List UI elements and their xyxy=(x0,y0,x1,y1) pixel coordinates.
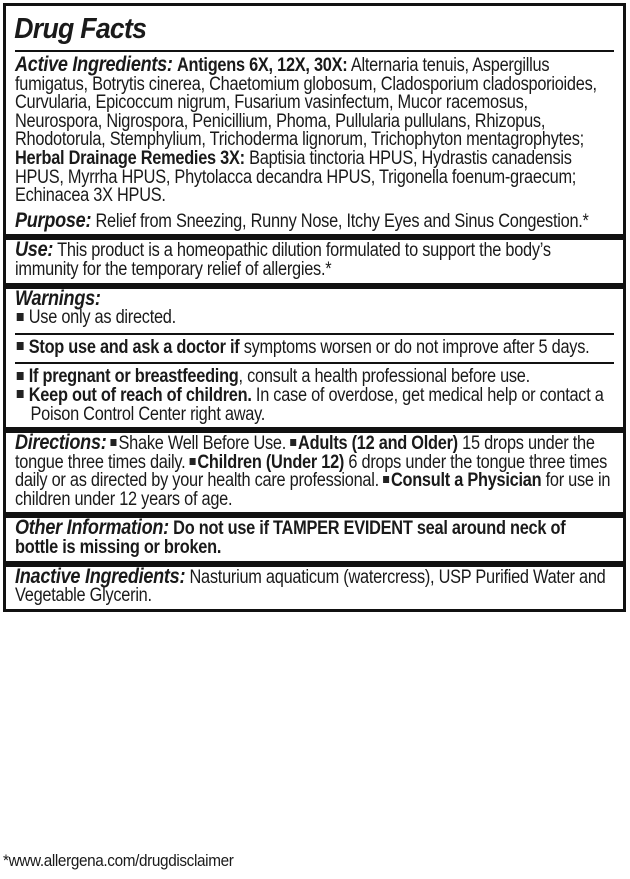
warning-item: Use only as directed. xyxy=(15,309,613,328)
warning-item: Keep out of reach of children. In case of overdose, get medical help or contact a Poison Control Center right away. xyxy=(15,387,613,424)
purpose-heading: Purpose: xyxy=(15,208,92,232)
warnings-heading: Warnings: xyxy=(15,286,101,310)
disclaimer-footnote: *www.allergena.com/drugdisclaimer xyxy=(3,851,234,870)
drug-facts-panel xyxy=(3,3,626,612)
divider xyxy=(15,333,614,335)
use-section xyxy=(6,240,623,282)
square-bullet-icon xyxy=(17,313,24,321)
other-information-text: Do not use if TAMPER EVIDENT seal around neck of bottle is missing or broken. xyxy=(15,518,566,559)
other-information-section xyxy=(6,518,623,560)
use-heading: Use: xyxy=(15,238,54,262)
divider xyxy=(15,362,614,364)
panel-title: Drug Facts xyxy=(14,13,147,45)
antigens-list: Alternaria tenuis, Aspergillus fumigatus, Botrytis cinerea, Chaetomium globosum, Cladosporium cladosporioides, Curvularia, Epicoccum nigrum, Fusarium vasinfectum, Mucor racemosus, Neurospora, Nigrospora, Penicillium, Phoma, Pullularia pullulans, Rhizopus, Rhodotorula, Stemphylium, Trichoderma lignorum, Trichophyton mentagrophytes; xyxy=(15,55,597,151)
square-bullet-icon xyxy=(190,458,196,465)
active-ingredients-heading: Active Ingredients: xyxy=(15,53,173,76)
inactive-ingredients-section xyxy=(6,564,623,609)
square-bullet-icon xyxy=(17,372,24,380)
directions-section: Directions: Shake Well Before Use. Adults (12 and Older) 15 drops under the tongue three times daily. Children (Under 12) 6 drops under the tongue three times daily or as directed by your health care professional. Consult a Physician for use in children under 12 years of age. xyxy=(15,431,611,510)
herbal-label: Herbal Drainage Remedies 3X: xyxy=(15,147,245,169)
inactive-ingredients-text: Nasturium aquaticum (watercress), USP Purified Water and Vegetable Glycerin. xyxy=(15,566,606,607)
warnings-section-3 xyxy=(6,367,623,427)
divider xyxy=(15,50,614,52)
square-bullet-icon xyxy=(111,439,117,446)
other-information-heading: Other Information: xyxy=(15,516,169,540)
purpose-text: Relief from Sneezing, Runny Nose, Itchy Eyes and Sinus Congestion.* xyxy=(95,210,589,232)
warnings-section xyxy=(6,286,623,331)
warning-item: Stop use and ask a doctor if symptoms worsen or do not improve after 5 days. xyxy=(15,339,613,358)
directions-heading: Directions: xyxy=(15,431,107,455)
antigens-label: Antigens 6X, 12X, 30X: xyxy=(176,55,348,76)
square-bullet-icon xyxy=(383,476,389,483)
square-bullet-icon xyxy=(17,342,24,350)
square-bullet-icon xyxy=(17,390,24,398)
use-text: This product is a homeopathic dilution formulated to support the body’s immunity for the temporary relief of allergies.* xyxy=(15,240,551,280)
active-ingredients-section xyxy=(6,55,623,234)
warnings-section-2 xyxy=(6,338,623,361)
warning-item: If pregnant or breastfeeding, consult a health professional before use. xyxy=(15,368,613,387)
inactive-ingredients-heading: Inactive Ingredients: xyxy=(15,564,186,588)
square-bullet-icon xyxy=(290,439,296,446)
herbal-list: Baptisia tinctoria HPUS, Hydrastis canadensis HPUS, Myrrha HPUS, Phytolacca decandra HPUS, Trigonella foenum-graecum; Echinacea 3X HPUS. xyxy=(15,147,577,207)
